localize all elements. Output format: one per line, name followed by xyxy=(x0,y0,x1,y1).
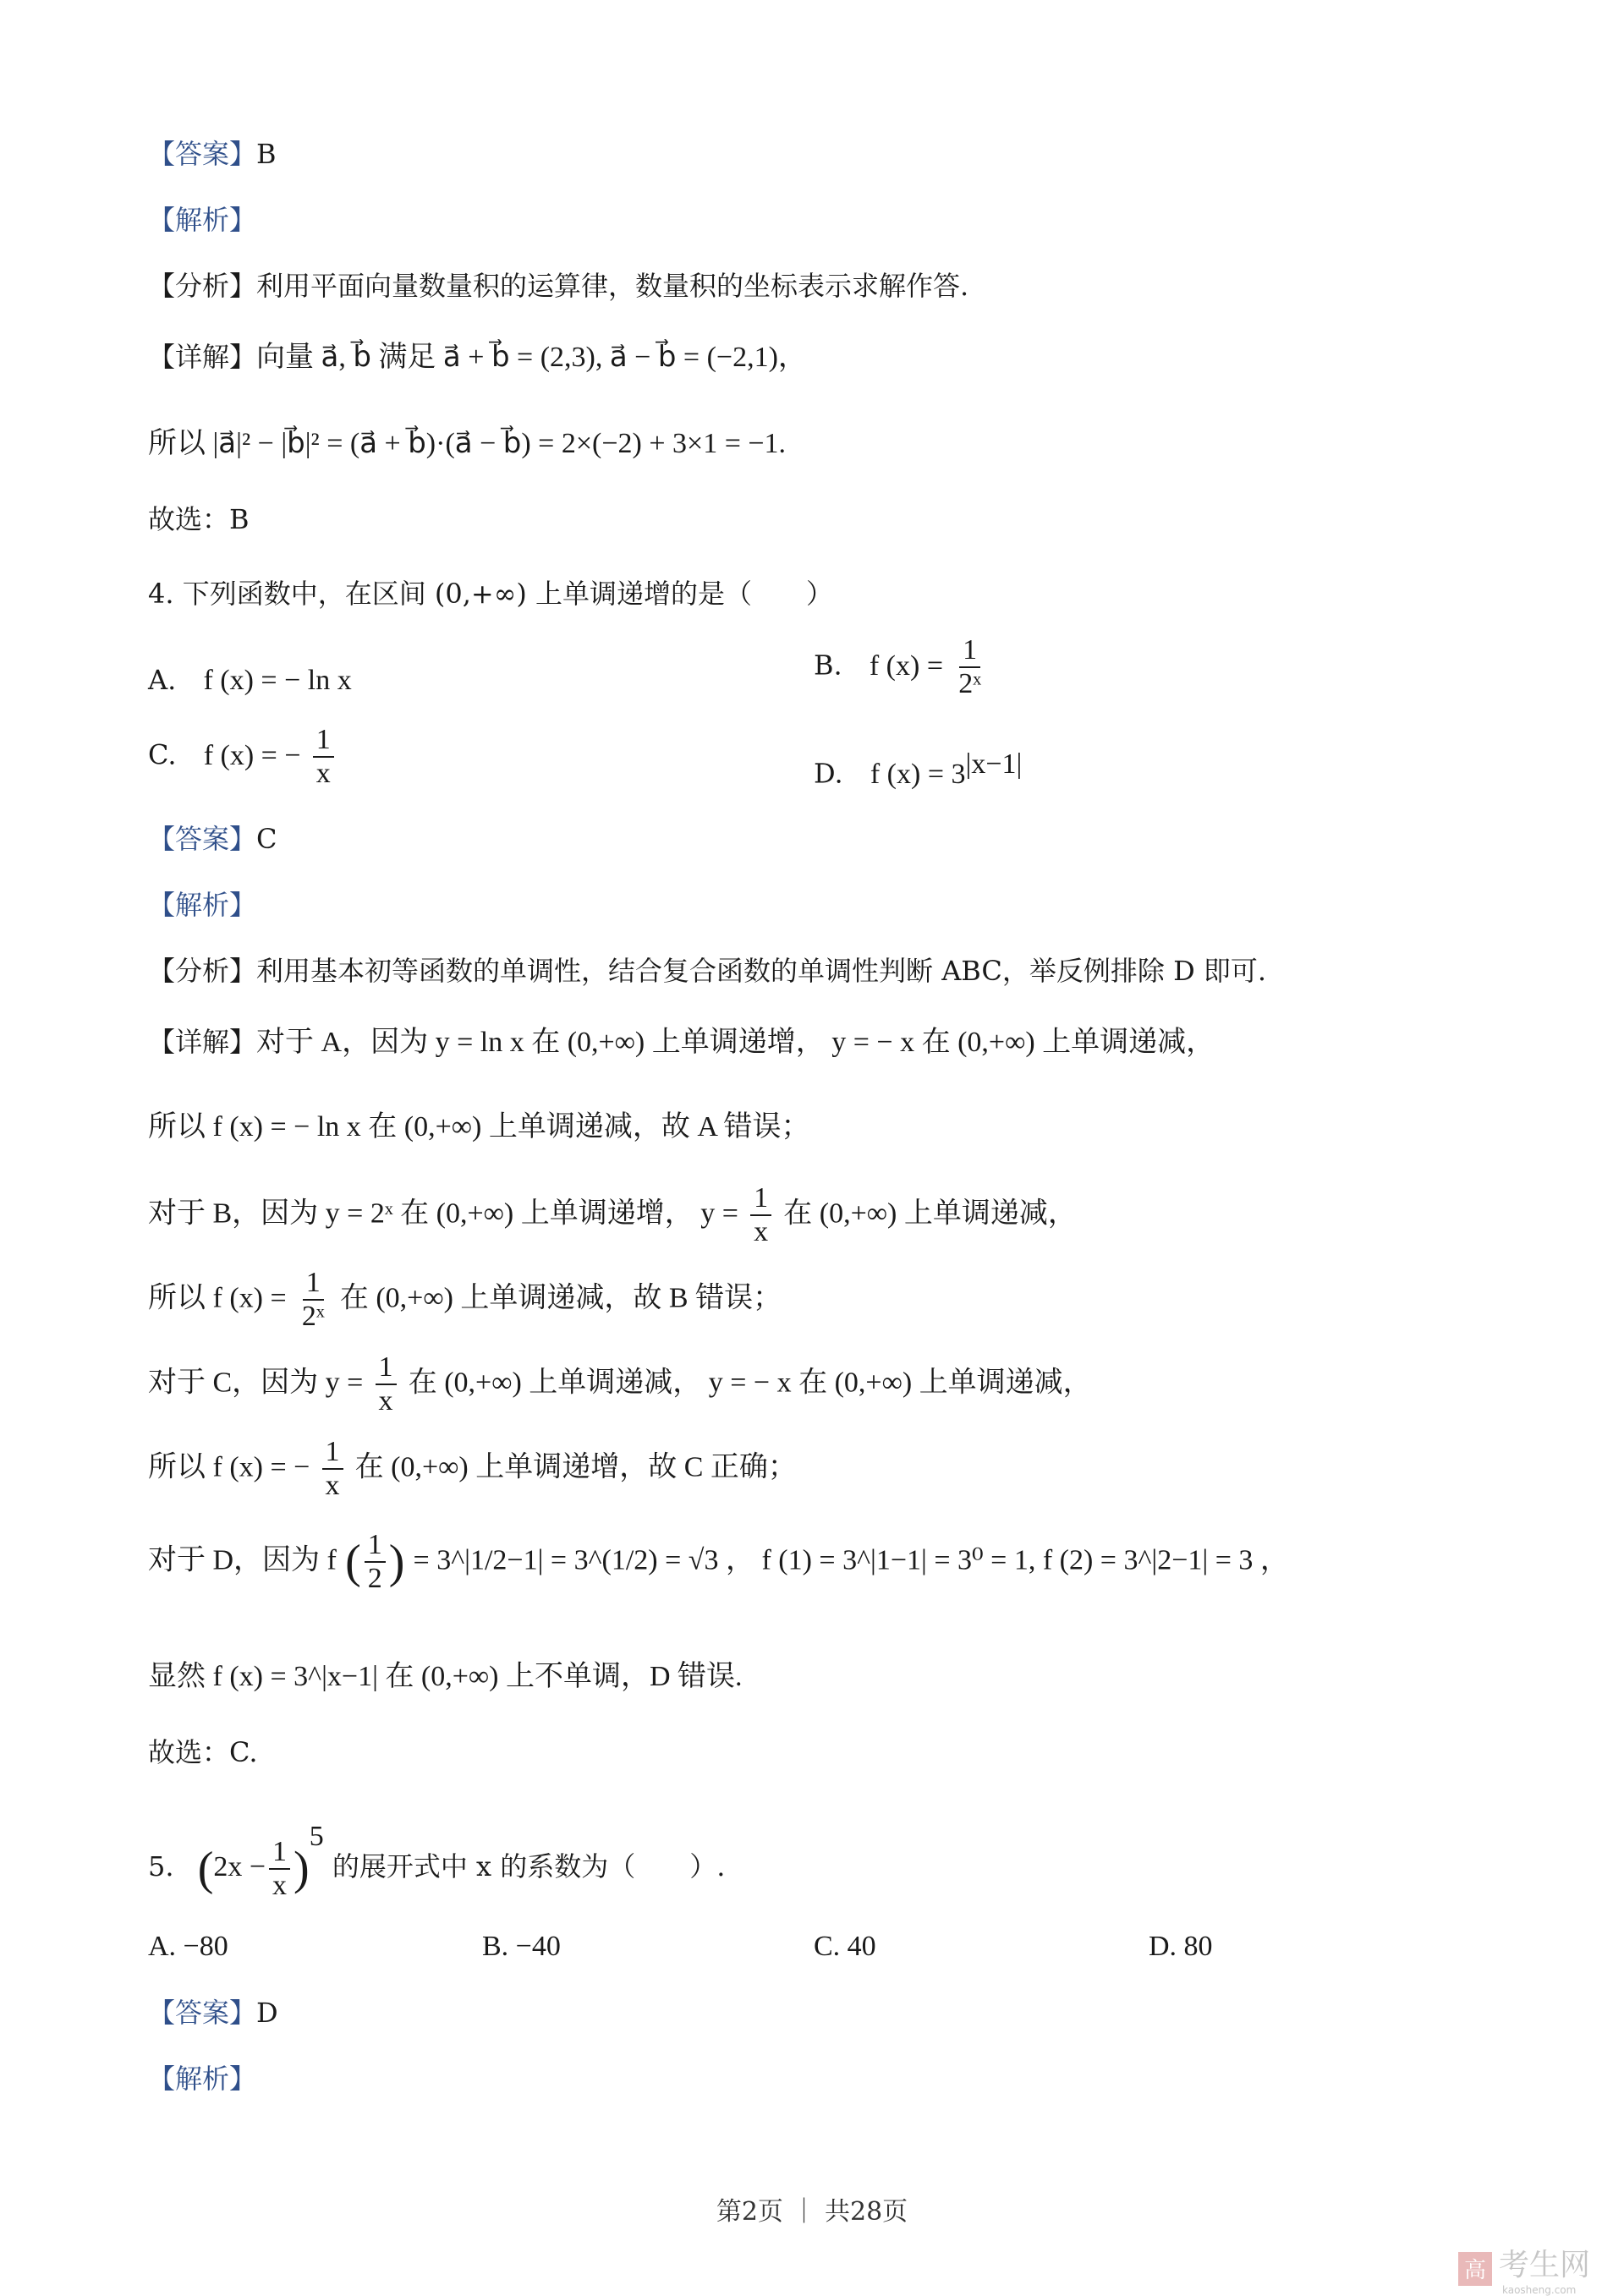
analysis-tag: 【解析】 xyxy=(148,2063,257,2095)
q3-analysis-line xyxy=(148,201,256,238)
q4-analysis-line xyxy=(148,886,256,923)
q4-detail-7-post: = 3^|1/2−1| = 3^(1/2) = √3 ， f (1) = 3^|1−1| = 3⁰ = 1, f (2) = 3^|2−1| = 3 ， xyxy=(413,1544,1289,1576)
q4-choose-line xyxy=(148,1734,258,1771)
q4-detail-2 xyxy=(148,1108,810,1146)
q4-option-d xyxy=(814,746,1022,793)
fraction-denominator: 2ˣ xyxy=(958,668,982,699)
q3-fenxi-line xyxy=(148,267,968,304)
q4-detail-4-pre: 所以 f (x) = xyxy=(148,1282,287,1314)
q4-option-b xyxy=(814,636,988,699)
q5-question: 5. (2x − $\frac{1}{x}$ )$^5$ 的展开式中 x 的系数为（ ）. xyxy=(148,1821,726,1901)
q5-question-text: 的展开式中 x 的系数为（ ）. xyxy=(332,1850,726,1882)
q4-detail-8 xyxy=(148,1658,743,1696)
q4-option-d-expr: f (x) = 3 xyxy=(870,758,966,790)
fraction-numerator: 1 xyxy=(959,636,980,668)
fraction-denominator: x xyxy=(315,758,331,789)
q5-fraction xyxy=(269,1835,290,1901)
fraction-numerator: 1 xyxy=(269,1838,290,1870)
q5-option-b: B. −40 xyxy=(482,1931,561,1962)
q4-detail-4-post: 在 (0,+∞) 上单调递减，故 B 错误； xyxy=(339,1282,782,1314)
q3-so-text: 所以 |a⃗|² − |b⃗|² = (a⃗ + b⃗)·(a⃗ − b⃗) = 2×(−2) + 3×1 = −1. xyxy=(148,428,787,459)
q5-answer-line xyxy=(148,1994,278,2031)
fraction-numerator: 1 xyxy=(750,1184,771,1216)
q4-detail-5-fraction xyxy=(376,1353,397,1416)
fraction-denominator: x xyxy=(378,1385,393,1417)
fraction-denominator: x xyxy=(272,1869,288,1901)
fraction-denominator: x xyxy=(754,1216,769,1247)
q4-question-text: 4. 下列函数中，在区间 (0,+∞) 上单调递增的是（ ） xyxy=(148,578,834,610)
q3-so-line xyxy=(148,425,786,463)
answer-tag: 【答案】 xyxy=(148,1997,257,2029)
q4-detail-6-fraction xyxy=(322,1438,343,1500)
q4-answer-line xyxy=(148,820,277,858)
q4-option-d-label: D. xyxy=(814,757,843,790)
q4-detail-4-fraction xyxy=(299,1269,328,1331)
watermark-logo-icon: 高 xyxy=(1458,2252,1492,2286)
q5-option-a: A. −80 xyxy=(148,1931,228,1962)
fraction-numerator: 1 xyxy=(376,1353,397,1385)
q5-analysis-line xyxy=(148,2060,256,2097)
q4-choose: 故选：C. xyxy=(148,1736,258,1768)
q5-exponent: 5 xyxy=(309,1821,324,1852)
q4-question xyxy=(148,575,833,612)
q5-option-d: D. 80 xyxy=(1149,1931,1213,1962)
watermark-text: 考生网 xyxy=(1498,2248,1590,2282)
q3-detail-text: 向量 a⃗, b⃗ 满足 a⃗ + b⃗ = (2,3), a⃗ − b⃗ = (−2,1)， xyxy=(256,342,807,373)
detail-tag: 【详解】 xyxy=(148,1026,257,1058)
q4-detail-3-pre: 对于 B，因为 y = 2ˣ 在 (0,+∞) 上单调递增， y = xyxy=(148,1197,738,1230)
fraction-numerator: 1 xyxy=(365,1531,386,1563)
q4-fenxi-line xyxy=(148,952,1266,989)
q4-detail-2-text: 所以 f (x) = − ln x 在 (0,+∞) 上单调递减，故 A 错误； xyxy=(148,1111,810,1143)
fraction-numerator: 1 xyxy=(322,1438,343,1470)
watermark xyxy=(1458,2241,1590,2296)
q4-detail-6-post: 在 (0,+∞) 上单调递增，故 C 正确； xyxy=(354,1451,797,1483)
fenxi-tag: 【分析】 xyxy=(148,270,257,302)
q4-detail-5-post: 在 (0,+∞) 上单调递减， y = − x 在 (0,+∞) 上单调递减， xyxy=(408,1367,1092,1399)
watermark-sub: kaosheng.com xyxy=(1501,2284,1577,2296)
fraction-denominator: x xyxy=(325,1470,340,1501)
q4-detail-1-text: 对于 A，因为 y = ln x 在 (0,+∞) 上单调递增， y = − x 在 (0,+∞) 上单调递减， xyxy=(256,1027,1215,1058)
q4-option-d-exponent: |x−1| xyxy=(965,748,1023,780)
q4-detail-7-fraction xyxy=(365,1531,386,1593)
q4-answer: C xyxy=(256,823,277,855)
q4-option-b-fraction xyxy=(955,636,985,699)
q4-detail-7: 对于 D，因为 f ( $\frac{1}{2}$ ) = 3^|1/2−1| = 3^(1/2) = √3 ， f (1) = 3^|1−1| = 3⁰ = 1, f (2) = 3^|2−1| = 3 ， xyxy=(148,1529,1289,1594)
q3-detail-line xyxy=(148,338,807,376)
q4-option-a-label: A. xyxy=(148,664,177,696)
q4-option-c-pre: f (x) = − xyxy=(203,739,301,771)
analysis-tag: 【解析】 xyxy=(148,889,257,921)
q4-detail-6 xyxy=(148,1438,797,1500)
q4-detail-4 xyxy=(148,1269,782,1331)
fraction-denominator: 2 xyxy=(367,1563,382,1594)
detail-tag: 【详解】 xyxy=(148,341,257,373)
q4-option-b-pre: f (x) = xyxy=(869,649,944,682)
q4-option-a-expr: f (x) = − ln x xyxy=(203,665,352,696)
fraction-numerator: 1 xyxy=(313,726,334,758)
q4-option-a xyxy=(148,661,352,699)
q5-option-c: C. 40 xyxy=(814,1931,876,1962)
q4-option-b-label: B. xyxy=(814,649,842,682)
q3-choose: 故选：B xyxy=(148,503,250,535)
q4-detail-1 xyxy=(148,1023,1215,1061)
q4-detail-7-pre: 对于 D，因为 f xyxy=(148,1544,337,1576)
q4-option-c xyxy=(148,726,337,788)
q4-detail-6-pre: 所以 f (x) = − xyxy=(148,1451,310,1483)
q4-detail-3 xyxy=(148,1184,1077,1247)
q4-detail-8-text: 显然 f (x) = 3^|x−1| 在 (0,+∞) 上不单调，D 错误. xyxy=(148,1661,743,1692)
q3-answer: B xyxy=(256,138,277,170)
fenxi-tag: 【分析】 xyxy=(148,955,257,987)
answer-tag: 【答案】 xyxy=(148,823,257,855)
q4-detail-5-pre: 对于 C，因为 y = xyxy=(148,1367,364,1399)
page-footer: 第2页 ｜ 共28页 xyxy=(716,2197,908,2227)
answer-tag: 【答案】 xyxy=(148,138,257,170)
q4-detail-5 xyxy=(148,1353,1092,1416)
q3-choose-line xyxy=(148,501,250,538)
fraction-numerator: 1 xyxy=(303,1269,324,1301)
q4-option-c-fraction xyxy=(313,726,334,788)
q5-number: 5. xyxy=(148,1850,174,1882)
q5-answer: D xyxy=(256,1997,278,2029)
q4-option-c-label: C. xyxy=(148,738,177,771)
q3-fenxi-text: 利用平面向量数量积的运算律，数量积的坐标表示求解作答. xyxy=(256,270,969,302)
q5-inner-pre: 2x − xyxy=(213,1851,266,1882)
q4-fenxi-text: 利用基本初等函数的单调性，结合复合函数的单调性判断 ABC，举反例排除 D 即可. xyxy=(256,955,1267,987)
q3-answer-line xyxy=(148,135,277,173)
q4-detail-3-post: 在 (0,+∞) 上单调递减， xyxy=(783,1197,1077,1230)
fraction-denominator: 2ˣ xyxy=(301,1301,325,1332)
analysis-tag: 【解析】 xyxy=(148,204,257,236)
q4-detail-3-fraction xyxy=(750,1184,771,1247)
